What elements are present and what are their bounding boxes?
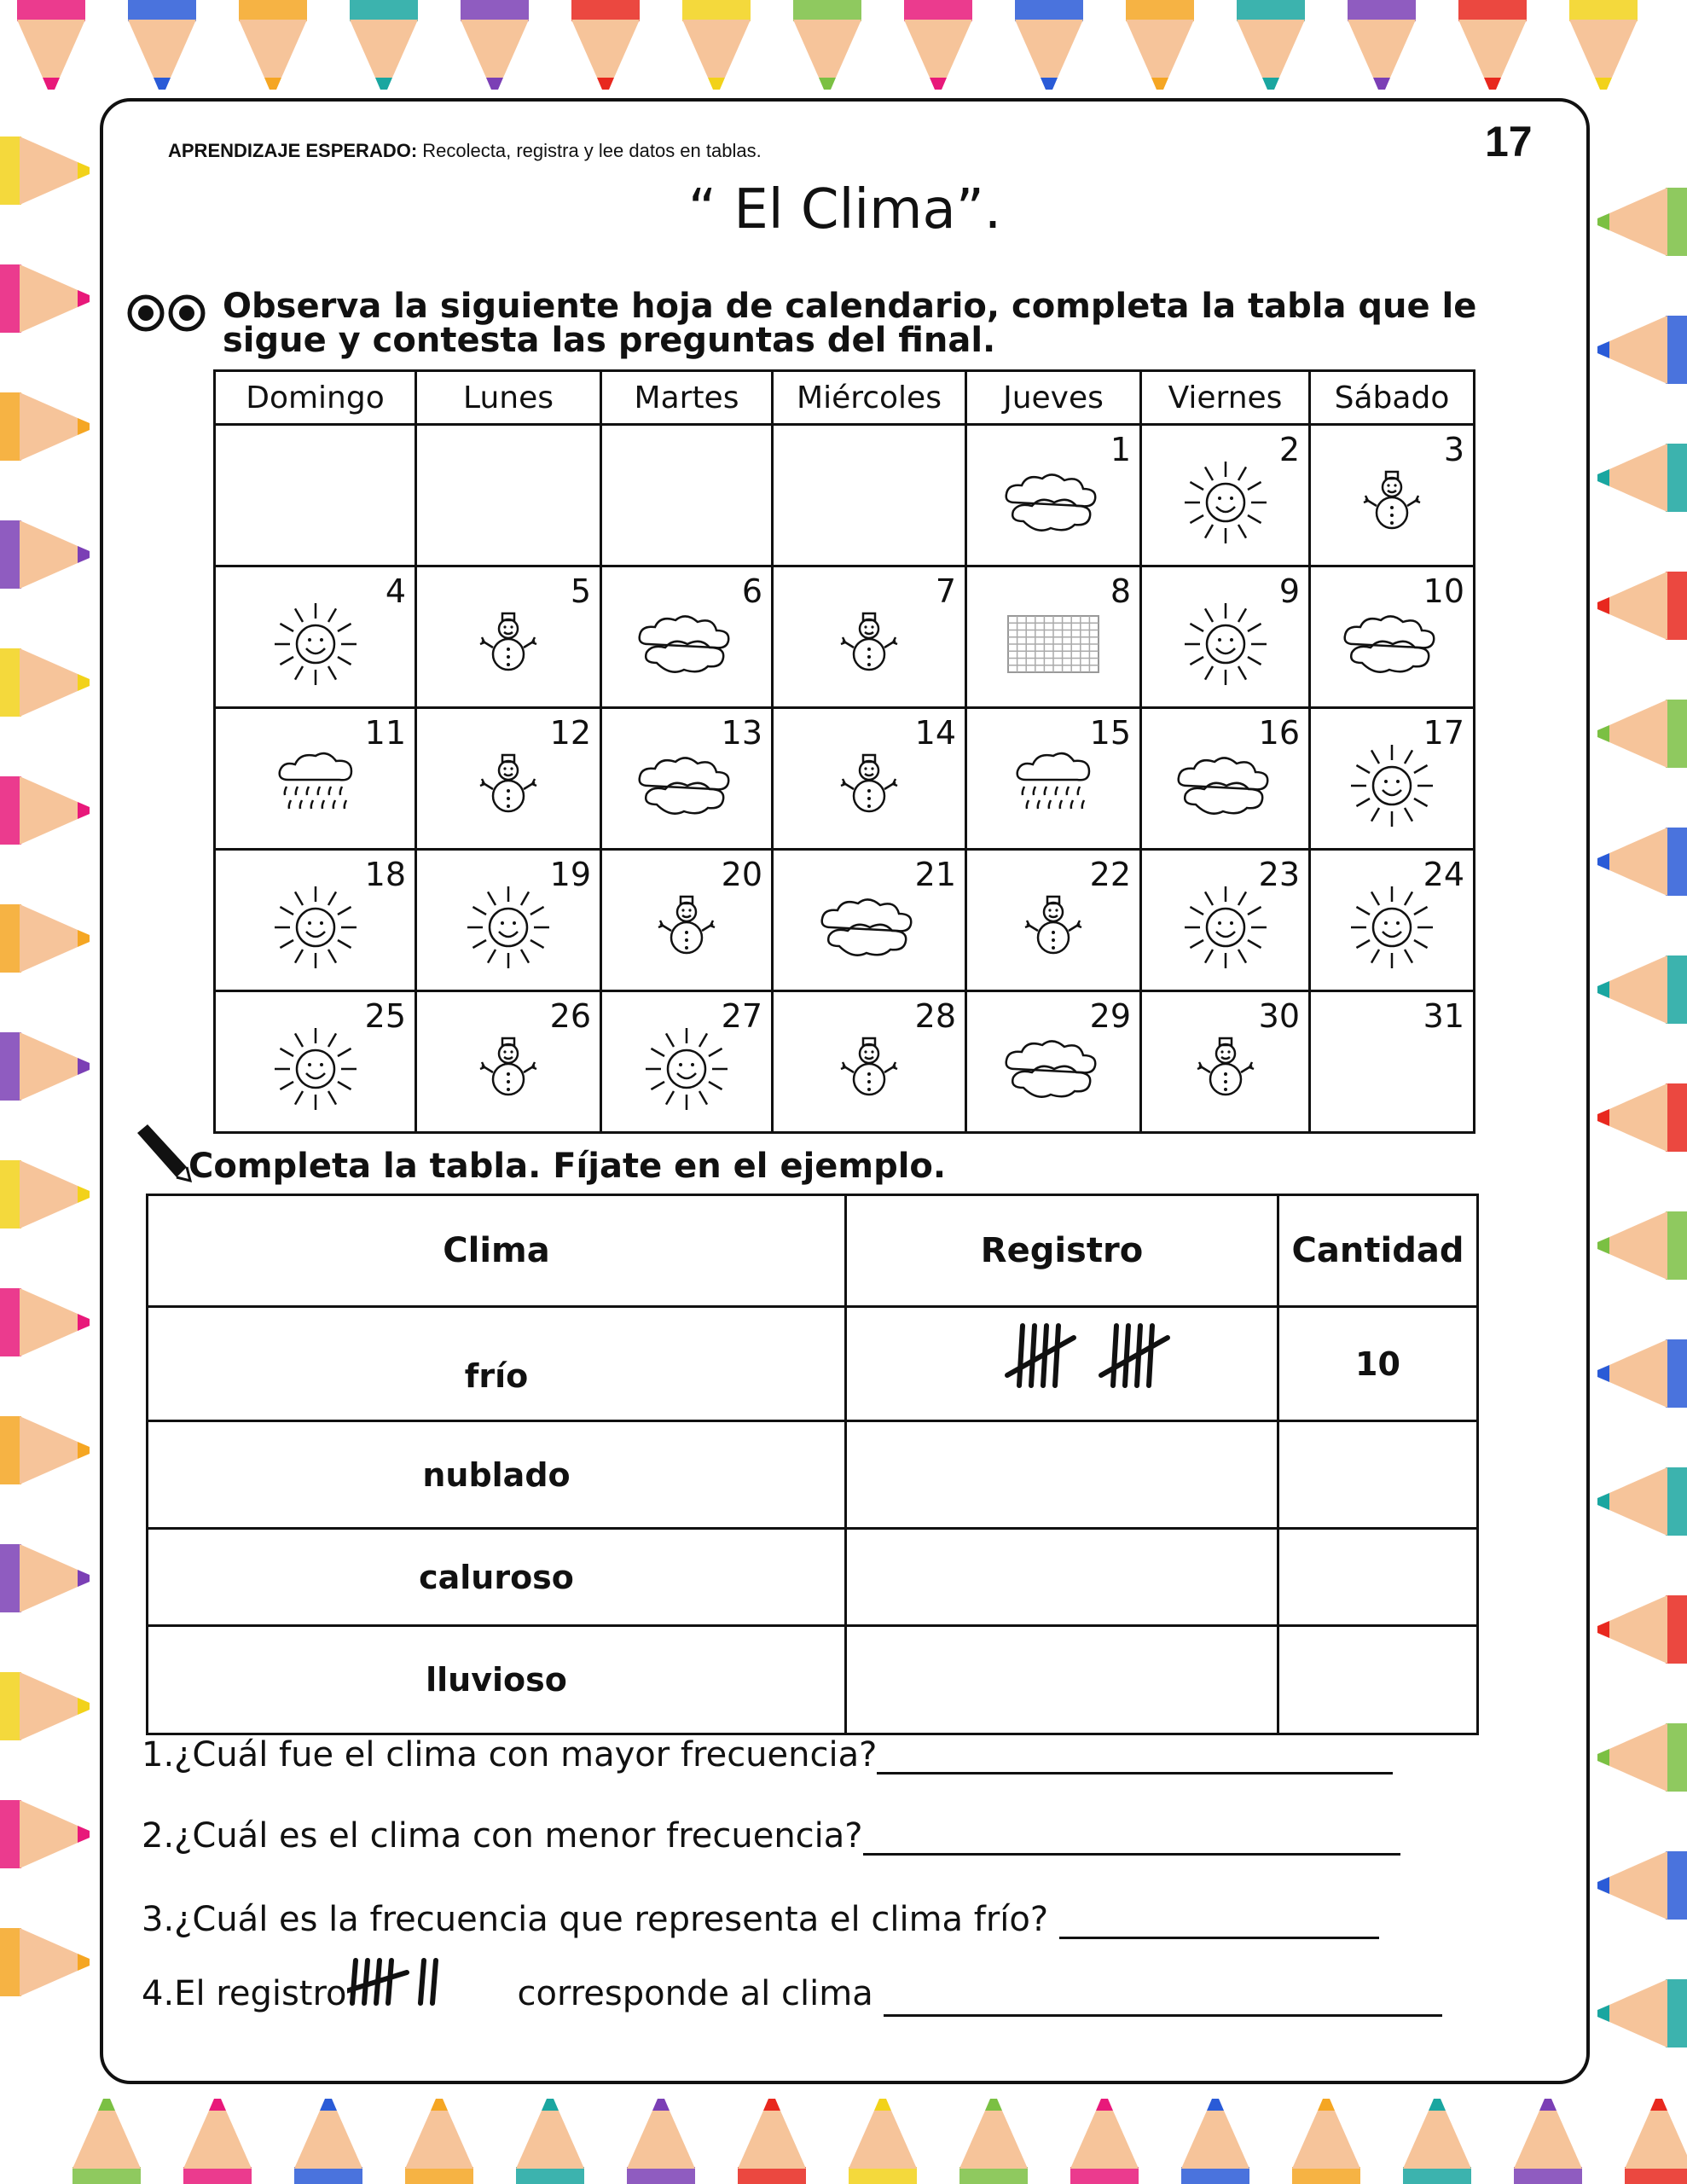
pencil-decoration bbox=[0, 1672, 90, 1740]
tally-cross-stroke bbox=[1007, 1338, 1074, 1375]
calendar-day-cell bbox=[1310, 991, 1475, 1133]
calendar-day-cell bbox=[416, 566, 601, 708]
pencil-decoration bbox=[461, 0, 529, 90]
tally-stroke bbox=[364, 1960, 368, 2003]
pencil-decoration bbox=[1597, 956, 1687, 1024]
pencil-decoration bbox=[0, 392, 90, 461]
sun-icon bbox=[1179, 597, 1272, 691]
calendar-day-cell bbox=[1310, 425, 1475, 566]
day-header-0: Domingo bbox=[215, 371, 416, 425]
calendar-instruction: Observa la siguiente hoja de calendario, completa la tabla que le sigue y contesta las preguntas del final. bbox=[223, 287, 1477, 360]
answer-2-line[interactable] bbox=[863, 1819, 1400, 1856]
calendar-day-cell bbox=[1310, 566, 1475, 708]
pencil-decoration bbox=[1348, 0, 1416, 90]
row-registro-cell[interactable] bbox=[846, 1307, 1278, 1421]
question-3 bbox=[142, 1900, 1379, 1939]
pencil-decoration bbox=[350, 0, 418, 90]
calendar-day-cell bbox=[215, 425, 416, 566]
pencil-decoration bbox=[959, 2099, 1028, 2184]
tally-stroke bbox=[420, 1960, 424, 2003]
pencil-decoration bbox=[1403, 2099, 1471, 2184]
calendar-week bbox=[215, 566, 1475, 708]
snowman-icon bbox=[839, 610, 899, 678]
pencil-decoration bbox=[1597, 1979, 1687, 2048]
pencil-decoration bbox=[1597, 1339, 1687, 1408]
answer-3-line[interactable] bbox=[1059, 1902, 1379, 1939]
calendar-day-cell bbox=[601, 708, 773, 850]
day-number: 27 bbox=[721, 997, 762, 1035]
pencil-decoration bbox=[1597, 1211, 1687, 1280]
objective-text: Recolecta, registra y lee datos en tablas. bbox=[417, 140, 762, 161]
sun-icon bbox=[640, 1022, 733, 1116]
day-number: 15 bbox=[1089, 714, 1131, 752]
calendar-day-cell bbox=[773, 425, 966, 566]
day-number: 26 bbox=[549, 997, 591, 1035]
pencil-decoration bbox=[0, 1416, 90, 1484]
day-header-4: Jueves bbox=[966, 371, 1141, 425]
day-number: 2 bbox=[1278, 431, 1300, 468]
pencil-decoration bbox=[1597, 316, 1687, 384]
pencil-decoration bbox=[72, 2099, 141, 2184]
day-number: 24 bbox=[1423, 856, 1464, 893]
snowman-icon bbox=[478, 1035, 538, 1103]
rain-cloud-icon bbox=[273, 747, 358, 824]
question-4-suffix: corresponde al clima bbox=[517, 1974, 873, 2013]
eyes-icon bbox=[125, 293, 207, 333]
day-number: 23 bbox=[1258, 856, 1300, 893]
question-4 bbox=[142, 1974, 1442, 2017]
day-number: 10 bbox=[1423, 572, 1464, 610]
day-number: 1 bbox=[1110, 431, 1131, 468]
day-header-1: Lunes bbox=[416, 371, 601, 425]
weather-tally-table bbox=[146, 1194, 1479, 1735]
tally-stroke bbox=[432, 1960, 436, 2003]
question-2-text: 2.¿Cuál es el clima con menor frecuencia? bbox=[142, 1816, 863, 1856]
tally-stroke bbox=[388, 1960, 391, 2003]
cloud-icon bbox=[1170, 752, 1281, 820]
pencil-decoration bbox=[0, 136, 90, 205]
cloud-icon bbox=[631, 610, 742, 678]
tally-stroke bbox=[1149, 1326, 1152, 1385]
pencil-decoration bbox=[1597, 444, 1687, 512]
pencil-decoration bbox=[405, 2099, 473, 2184]
calendar-day-cell bbox=[601, 991, 773, 1133]
calendar-week bbox=[215, 425, 1475, 566]
day-number: 31 bbox=[1423, 997, 1464, 1035]
snowman-icon bbox=[1196, 1035, 1255, 1103]
pencil-decoration bbox=[1181, 2099, 1249, 2184]
pencil-decoration bbox=[1597, 1083, 1687, 1152]
pencil-decoration bbox=[682, 0, 751, 90]
day-number: 12 bbox=[549, 714, 591, 752]
header-clima: Clima bbox=[148, 1195, 846, 1307]
tally-stroke bbox=[1019, 1326, 1023, 1385]
pencil-decoration bbox=[128, 0, 196, 90]
day-number: 9 bbox=[1278, 572, 1300, 610]
calendar-day-cell bbox=[416, 850, 601, 991]
sun-icon bbox=[1179, 456, 1272, 549]
day-number: 6 bbox=[741, 572, 762, 610]
calendar-day-cell bbox=[1141, 425, 1310, 566]
pencil-decoration bbox=[1597, 572, 1687, 640]
pencil-decoration bbox=[516, 2099, 584, 2184]
pencil-decoration bbox=[904, 0, 972, 90]
tally-stroke bbox=[1055, 1326, 1058, 1385]
day-number: 7 bbox=[935, 572, 956, 610]
row-clima-label: lluvioso bbox=[148, 1626, 846, 1734]
pencil-decoration bbox=[1015, 0, 1083, 90]
day-header-6: Sábado bbox=[1310, 371, 1475, 425]
tally-cross-stroke bbox=[1101, 1338, 1168, 1375]
sun-icon bbox=[1345, 739, 1439, 833]
cloud-icon bbox=[631, 752, 742, 820]
pencil-decoration bbox=[1597, 1595, 1687, 1664]
pencil-decoration bbox=[0, 648, 90, 717]
sun-icon bbox=[269, 597, 362, 691]
pencil-decoration bbox=[0, 264, 90, 333]
calendar-day-cell bbox=[601, 425, 773, 566]
day-number: 3 bbox=[1443, 431, 1464, 468]
pencil-decoration bbox=[1597, 188, 1687, 256]
day-number: 25 bbox=[364, 997, 406, 1035]
snowman-icon bbox=[478, 610, 538, 678]
calendar-day-cell bbox=[966, 425, 1141, 566]
pencil-decoration bbox=[1569, 0, 1638, 90]
pencil-decoration bbox=[0, 1800, 90, 1868]
calendar-week bbox=[215, 991, 1475, 1133]
pencil-decoration bbox=[0, 1928, 90, 1996]
sun-icon bbox=[1179, 880, 1272, 974]
snowman-icon bbox=[478, 752, 538, 820]
pencil-decoration bbox=[294, 2099, 362, 2184]
day-number: 14 bbox=[914, 714, 956, 752]
calendar-day-cell bbox=[773, 708, 966, 850]
calendar-day-cell bbox=[215, 566, 416, 708]
calendar-day-cell bbox=[215, 850, 416, 991]
day-number: 21 bbox=[914, 856, 956, 893]
calendar-day-cell bbox=[966, 708, 1141, 850]
day-number: 5 bbox=[570, 572, 591, 610]
page-number: 17 bbox=[1485, 118, 1533, 166]
pencil-decoration bbox=[1514, 2099, 1582, 2184]
calendar-day-cell bbox=[416, 991, 601, 1133]
row-cantidad-value[interactable] bbox=[1278, 1529, 1478, 1626]
pencil-decoration bbox=[17, 0, 85, 90]
pencil-decoration bbox=[1597, 828, 1687, 896]
sun-icon bbox=[269, 1022, 362, 1116]
day-number: 22 bbox=[1089, 856, 1131, 893]
day-number: 18 bbox=[364, 856, 406, 893]
day-header-3: Miércoles bbox=[773, 371, 966, 425]
day-number: 19 bbox=[549, 856, 591, 893]
pencil-decoration bbox=[1597, 1851, 1687, 1920]
calendar-day-cell bbox=[416, 425, 601, 566]
weather-calendar bbox=[213, 369, 1475, 1134]
snowman-icon bbox=[839, 1035, 899, 1103]
pencil-decoration bbox=[1597, 1467, 1687, 1536]
row-registro-cell[interactable] bbox=[846, 1529, 1278, 1626]
cloud-icon bbox=[814, 893, 925, 961]
question-4-prefix: 4.El registro bbox=[142, 1974, 347, 2013]
pencil-decoration bbox=[0, 520, 90, 589]
day-number: 30 bbox=[1258, 997, 1300, 1035]
pencil-decoration bbox=[1625, 2099, 1687, 2184]
pencil-decoration bbox=[0, 904, 90, 973]
calendar-day-cell bbox=[773, 991, 966, 1133]
snowman-icon bbox=[1362, 468, 1422, 537]
rain-cloud-icon bbox=[1011, 747, 1096, 824]
table-instruction: Completa la tabla. Fíjate en el ejemplo. bbox=[188, 1147, 947, 1186]
row-cantidad-value[interactable] bbox=[1278, 1626, 1478, 1734]
pencil-decoration bbox=[0, 1288, 90, 1356]
pencil-decoration bbox=[0, 1032, 90, 1101]
calendar-day-cell bbox=[416, 708, 601, 850]
pencil-decoration bbox=[239, 0, 307, 90]
snowman-icon bbox=[657, 893, 716, 961]
page-title: “ El Clima”. bbox=[687, 178, 1002, 241]
pencil-decoration bbox=[0, 776, 90, 845]
cloud-icon bbox=[1336, 610, 1447, 678]
snowman-icon bbox=[1023, 893, 1083, 961]
calendar-day-cell bbox=[966, 991, 1141, 1133]
pencil-decoration bbox=[1126, 0, 1194, 90]
day-header-5: Viernes bbox=[1141, 371, 1310, 425]
calendar-day-cell bbox=[601, 850, 773, 991]
day-number: 16 bbox=[1258, 714, 1300, 752]
calendar-day-cell bbox=[1141, 708, 1310, 850]
pencil-decoration bbox=[571, 0, 640, 90]
calendar-day-cell bbox=[215, 991, 416, 1133]
calendar-day-cell bbox=[601, 566, 773, 708]
worksheet-frame bbox=[100, 98, 1590, 2084]
question-3-text: 3.¿Cuál es la frecuencia que representa el clima frío? bbox=[142, 1900, 1049, 1939]
pencil-icon bbox=[129, 1121, 194, 1186]
row-cantidad-value[interactable] bbox=[1278, 1421, 1478, 1529]
sun-icon bbox=[269, 880, 362, 974]
calendar-day-cell bbox=[1141, 991, 1310, 1133]
pencil-decoration bbox=[1292, 2099, 1360, 2184]
question-1 bbox=[142, 1735, 1393, 1774]
calendar-day-cell bbox=[773, 566, 966, 708]
day-number: 20 bbox=[721, 856, 762, 893]
header-registro: Registro bbox=[846, 1195, 1278, 1307]
row-clima-label: nublado bbox=[148, 1421, 846, 1529]
calendar-day-cell bbox=[1310, 850, 1475, 991]
tally-marks-question bbox=[347, 1949, 518, 2017]
question-1-text: 1.¿Cuál fue el clima con mayor frecuencia? bbox=[142, 1735, 878, 1774]
header-cantidad: Cantidad bbox=[1278, 1195, 1478, 1307]
day-number: 4 bbox=[385, 572, 406, 610]
sun-icon bbox=[1345, 880, 1439, 974]
tally-stroke bbox=[352, 1960, 356, 2003]
pencil-decoration bbox=[183, 2099, 252, 2184]
pencil-decoration bbox=[0, 1160, 90, 1228]
row-clima-label: caluroso bbox=[148, 1529, 846, 1626]
row-clima-label: frío bbox=[148, 1307, 846, 1421]
pencil-decoration bbox=[849, 2099, 917, 2184]
pencil-decoration bbox=[1597, 700, 1687, 768]
pencil-decoration bbox=[0, 1544, 90, 1612]
day-header-2: Martes bbox=[601, 371, 773, 425]
day-number: 28 bbox=[914, 997, 956, 1035]
calendar-day-cell bbox=[215, 708, 416, 850]
tally-stroke bbox=[1031, 1326, 1035, 1385]
cloud-icon bbox=[998, 1035, 1109, 1103]
learning-objective bbox=[168, 140, 762, 162]
sun-icon bbox=[461, 880, 555, 974]
answer-1-line[interactable] bbox=[877, 1738, 1393, 1774]
day-number: 17 bbox=[1423, 714, 1464, 752]
pencil-decoration bbox=[1237, 0, 1305, 90]
tally-marks bbox=[849, 1309, 1275, 1411]
row-registro-cell[interactable] bbox=[846, 1421, 1278, 1529]
snowman-icon bbox=[839, 752, 899, 820]
calendar-day-cell bbox=[966, 566, 1141, 708]
day-number: 13 bbox=[721, 714, 762, 752]
calendar-day-cell bbox=[773, 850, 966, 991]
cloud-icon bbox=[998, 468, 1109, 537]
calendar-week bbox=[215, 850, 1475, 991]
day-number: 8 bbox=[1110, 572, 1131, 610]
pencil-decoration bbox=[793, 0, 861, 90]
grid-pattern-icon bbox=[1006, 614, 1100, 674]
pencil-decoration bbox=[1070, 2099, 1139, 2184]
pencil-decoration bbox=[1458, 0, 1527, 90]
day-number: 11 bbox=[364, 714, 406, 752]
calendar-week bbox=[215, 708, 1475, 850]
tally-stroke bbox=[1125, 1326, 1128, 1385]
objective-label: APRENDIZAJE ESPERADO: bbox=[168, 140, 418, 161]
pencil-decoration bbox=[738, 2099, 806, 2184]
calendar-day-cell bbox=[966, 850, 1141, 991]
pencil-decoration bbox=[627, 2099, 695, 2184]
pencil-decoration bbox=[1597, 1723, 1687, 1792]
calendar-day-cell bbox=[1141, 850, 1310, 991]
question-2 bbox=[142, 1816, 1400, 1856]
row-registro-cell[interactable] bbox=[846, 1626, 1278, 1734]
tally-stroke bbox=[1113, 1326, 1116, 1385]
calendar-day-cell bbox=[1141, 566, 1310, 708]
day-number: 29 bbox=[1089, 997, 1131, 1035]
answer-4-line[interactable] bbox=[884, 1980, 1442, 2017]
row-cantidad-value[interactable]: 10 bbox=[1278, 1307, 1478, 1421]
calendar-day-cell bbox=[1310, 708, 1475, 850]
